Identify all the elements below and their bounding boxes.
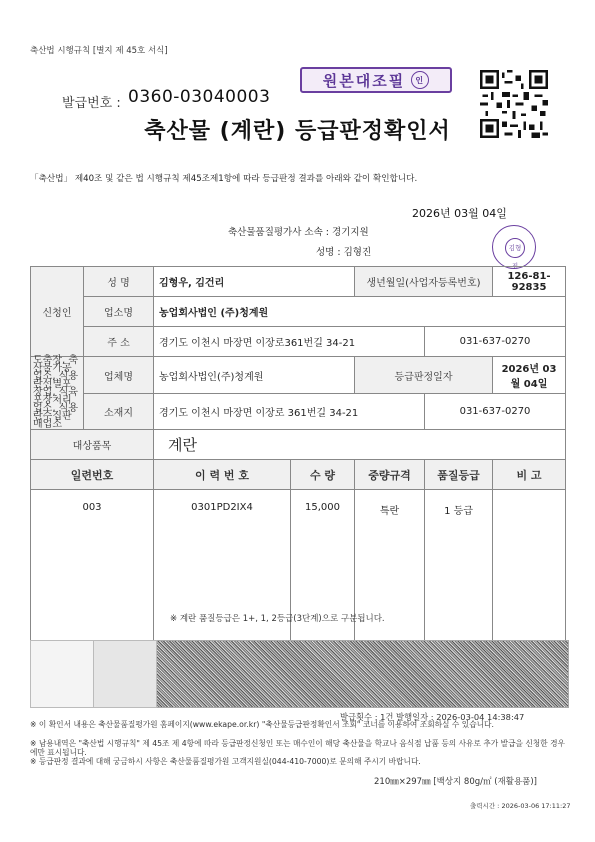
- birth-label: 생년월일(사업자등록번호): [355, 267, 493, 297]
- security-hologram-right: [93, 640, 157, 708]
- col-header-weight-spec: 중량규격: [355, 460, 425, 490]
- facility-business-label: 업체명: [84, 357, 154, 394]
- product-label: 대상품목: [31, 430, 154, 460]
- col-header-serial: 일련번호: [31, 460, 154, 490]
- issue-number-label: 발급번호 :: [62, 96, 121, 111]
- product-value: 계란: [154, 430, 566, 460]
- row-serial: 003: [31, 490, 154, 657]
- footnote-3: ※ 등급판정 결과에 대해 궁금하시 사항은 축산물품질평가원 고객지원실(044-410-7000)로 문의해 주시기 바랍니다.: [30, 757, 421, 766]
- facility-address-label: 소재지: [84, 394, 154, 430]
- issue-count-and-date: 발급횟수 : 1건 발행일자 : 2026-03-04 14:38:47: [340, 712, 525, 722]
- col-header-trace-number: 이 력 번 호: [154, 460, 291, 490]
- applicant-section-label: 신청인: [31, 267, 84, 357]
- col-header-quality-grade: 품질등급: [425, 460, 493, 490]
- stamp-seal-icon: 인: [411, 71, 429, 89]
- footnote-1: ※ 이 확인서 내용은 축산물품질평가원 홈페이지(www.ekape.or.kr) "축산물등급판정확인서 조회" 코너를 이용하여 조회하실 수 있습니다.: [30, 720, 494, 729]
- original-verified-stamp: [300, 67, 452, 93]
- print-time: 출력시간 : 2026-03-06 17:11:27: [470, 802, 571, 810]
- facility-business-name: 농업회사법인(주)청계원: [154, 357, 355, 394]
- applicant-address: 경기도 이천시 마장면 이장로361번길 34-21: [154, 327, 425, 357]
- business-registration-number: 126-81-92835: [493, 267, 566, 297]
- applicant-name-label: 성 명: [84, 267, 154, 297]
- applicant-address-label: 주 소: [84, 327, 154, 357]
- row-quality-grade: 1 등급: [425, 490, 493, 657]
- form-number: 축산법 시행규칙 [별지 제 45호 서식]: [30, 46, 168, 56]
- document-title: 축산물 (계란) 등급판정확인서: [144, 119, 451, 144]
- facility-section-label: 도축장, 축산물가공업소, 식용란선별포장업, 식육포장처리업소, 식용란수집판매업소: [31, 357, 84, 430]
- footnote-2: ※ 남용내역은 "축산법 시행규칙" 제 45조 제 4항에 따라 등급판정신청인 또는 매수인이 해당 축산물을 학교나 음식점 납품 등의 사유로 추가 발급을 신청한 경우에만 표시됩니다.: [30, 739, 565, 757]
- applicant-business-name: 농업회사법인 (주)청계원: [154, 297, 566, 327]
- paper-size: 210㎜×297㎜ [백상지 80g/㎡ (재활용품)]: [374, 777, 537, 787]
- grading-date: 2026년 03월 04일: [493, 357, 566, 394]
- certifier-organization: 축산물품질평가사 소속 : 경기지원: [228, 227, 369, 238]
- issue-number: 0360-03040003: [128, 87, 271, 107]
- col-header-quantity: 수 량: [291, 460, 355, 490]
- original-verified-text: 원본대조필: [322, 71, 406, 90]
- applicant-phone: 031-637-0270: [425, 327, 566, 357]
- certify-date: 2026년 03월 04일: [412, 207, 507, 220]
- certifier-seal-icon: [492, 225, 536, 269]
- applicant-business-label: 업소명: [84, 297, 154, 327]
- certificate-table: [30, 266, 566, 657]
- table-row: [31, 490, 566, 657]
- seal-name: 김형진: [505, 238, 525, 258]
- grading-date-label: 등급판정일자: [355, 357, 493, 394]
- security-hologram-left: [30, 640, 95, 708]
- row-trace-number: 0301PD2IX4: [154, 490, 291, 657]
- applicant-name: 김형우, 김건리: [154, 267, 355, 297]
- row-quantity: 15,000: [291, 490, 355, 657]
- facility-phone: 031-637-0270: [425, 394, 566, 430]
- col-header-remarks: 비 고: [493, 460, 566, 490]
- facility-address: 경기도 이천시 마장면 이장로 361번길 34-21: [154, 394, 425, 430]
- intro-statement: 「축산법」 제40조 및 같은 법 시행규칙 제45조제1항에 따라 등급판정 결과를 아래와 같이 확인합니다.: [30, 174, 418, 184]
- row-weight-spec: 특란: [355, 490, 425, 657]
- certifier-name: 성명 : 김형진: [316, 247, 372, 258]
- grade-note: ※ 계란 품질등급은 1+, 1, 2등급(3단계)으로 구분됩니다.: [170, 614, 385, 624]
- row-remarks: [493, 490, 566, 657]
